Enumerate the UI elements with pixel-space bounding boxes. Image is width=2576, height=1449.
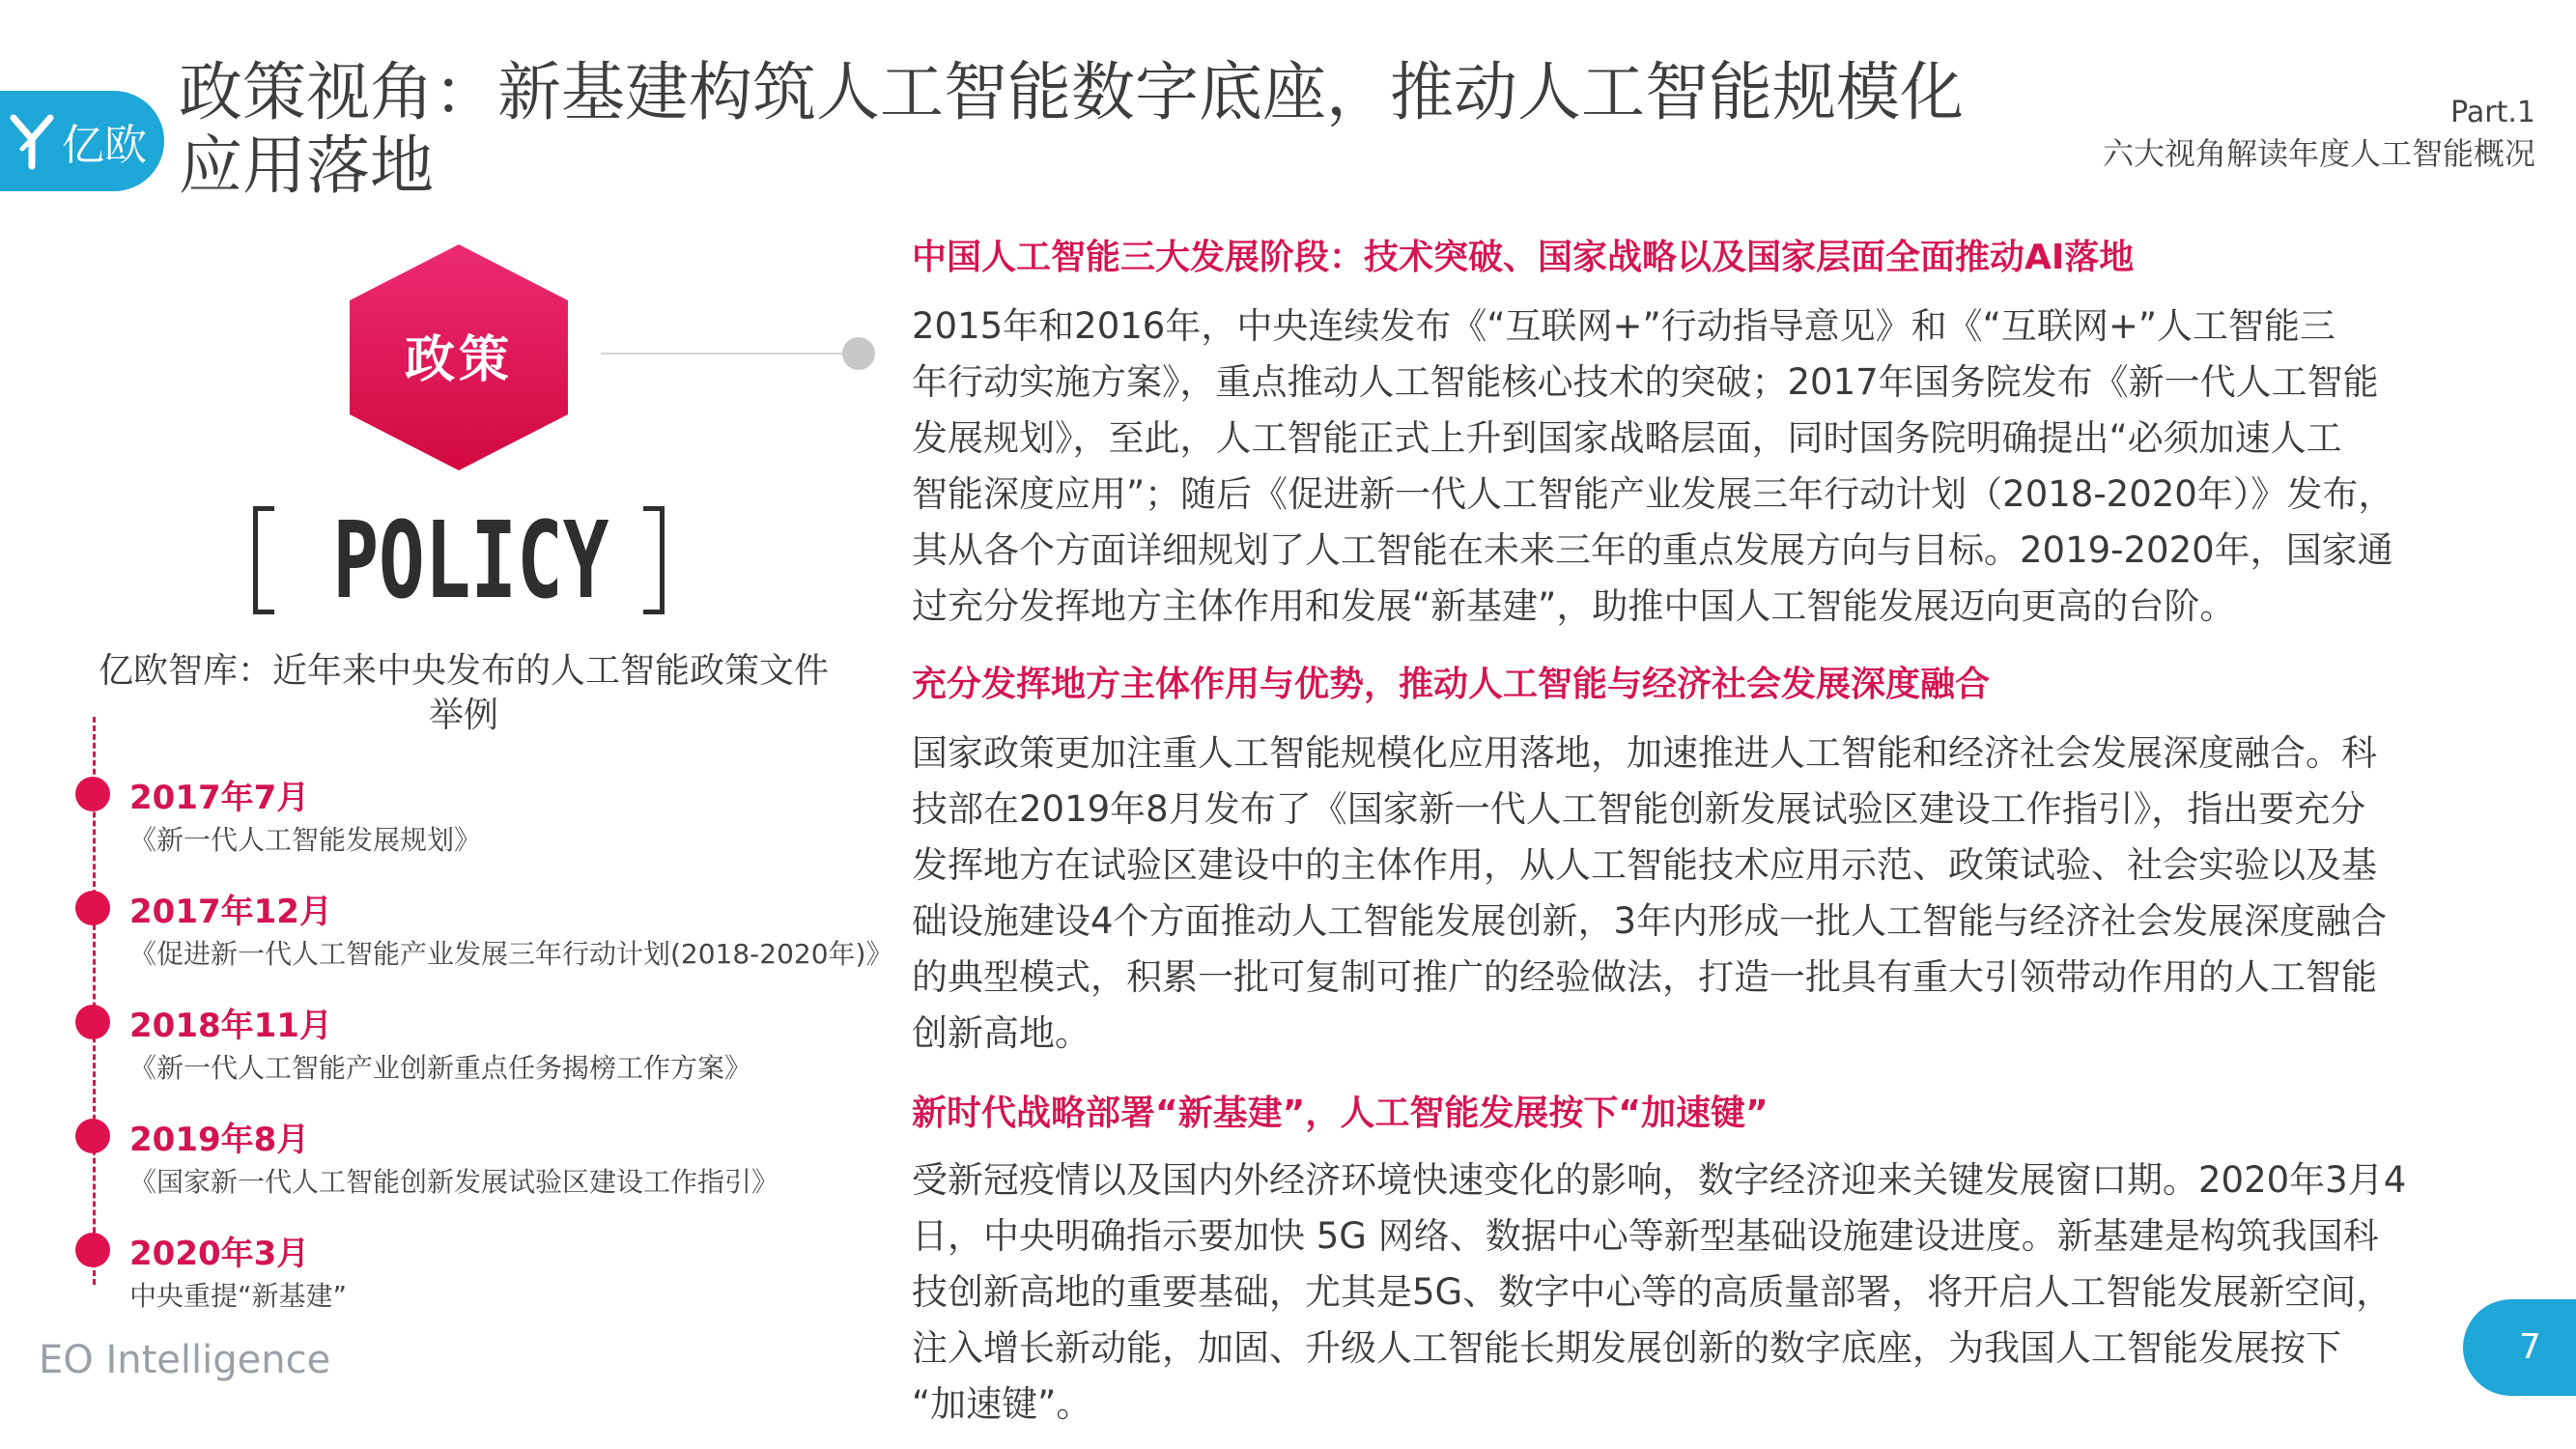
- paragraph-line: 日，中央明确指示要加快 5G 网络、数据中心等新型基础设施建设进度。新基建是构筑我国科: [912, 1215, 2379, 1257]
- timeline-document: 中央重提“新基建”: [129, 1280, 348, 1312]
- timeline-date: 2018年11月: [129, 1007, 332, 1045]
- timeline-date: 2017年7月: [129, 779, 310, 817]
- part-number: Part.1: [2450, 96, 2535, 129]
- policy-badge-label: 政策: [404, 331, 513, 389]
- timeline-date: 2020年3月: [129, 1235, 310, 1273]
- timeline-dot: [75, 891, 110, 925]
- paragraph-line: 2015年和2016年，中央连续发布《“互联网+”行动指导意见》和《“互联网+”人工智能三: [912, 305, 2335, 347]
- timeline-document: 《新一代人工智能发展规划》: [129, 824, 482, 856]
- section-paragraph: [912, 725, 2496, 1062]
- footer-brand: EO Intelligence: [39, 1338, 331, 1382]
- timeline-document: 《促进新一代人工智能产业发展三年行动计划(2018-2020年)》: [129, 938, 893, 970]
- page-title: 政策视角：新基建构筑人工智能数字底座，推动人工智能规模化应用落地: [179, 55, 1964, 203]
- paragraph-line: 技创新高地的重要基础，尤其是5G、数字中心等的高质量部署，将开启人工智能发展新空间，: [912, 1271, 2392, 1313]
- part-subtitle: 六大视角解读年度人工智能概况: [2102, 135, 2535, 172]
- page-number: 7: [2463, 1299, 2576, 1396]
- paragraph-line: 受新冠疫情以及国内外经济环境快速变化的影响，数字经济迎来关键发展窗口期。2020年3月4: [912, 1159, 2407, 1201]
- timeline-dot: [75, 1119, 110, 1153]
- timeline-document: 《国家新一代人工智能创新发展试验区建设工作指引》: [129, 1166, 779, 1198]
- timeline-document: 《新一代人工智能产业创新重点任务揭榜工作方案》: [129, 1052, 752, 1084]
- part-label: [2103, 93, 2535, 174]
- yiou-logo-icon: [8, 110, 56, 172]
- section-paragraph: [912, 1152, 2496, 1433]
- paragraph-line: 年行动实施方案》，重点推动人工智能核心技术的突破；2017年国务院发布《新一代人工智能: [912, 361, 2379, 403]
- section-heading: 充分发挥地方主体作用与优势，推动人工智能与经济社会发展深度融合: [912, 665, 1991, 704]
- right-bracket: [643, 506, 665, 614]
- paragraph-line: “加速键”。: [912, 1383, 1092, 1425]
- connector-dot: [842, 337, 875, 370]
- paragraph-line: 国家政策更加注重人工智能规模化应用落地，加速推进人工智能和经济社会发展深度融合。科: [912, 732, 2377, 774]
- paragraph-line: 创新高地。: [912, 1012, 1090, 1054]
- section-heading: 中国人工智能三大发展阶段：技术突破、国家战略以及国家层面全面推动AI落地: [912, 238, 2135, 277]
- logo-text: 亿欧: [62, 121, 147, 170]
- timeline-date: 2019年8月: [129, 1121, 310, 1159]
- timeline-dot: [75, 777, 110, 811]
- brand-logo: [0, 91, 164, 191]
- timeline-dot: [75, 1005, 110, 1039]
- paragraph-line: 智能深度应用”；随后《促进新一代人工智能产业发展三年行动计划（2018-2020年）》发布，: [912, 473, 2394, 515]
- paragraph-line: 注入增长新动能，加固、升级人工智能长期发展创新的数字底座，为我国人工智能发展按下: [912, 1327, 2341, 1369]
- left-bracket: [253, 506, 274, 614]
- timeline-date: 2017年12月: [129, 893, 332, 931]
- paragraph-line: 技部在2019年8月发布了《国家新一代人工智能创新发展试验区建设工作指引》，指出要充分: [912, 788, 2366, 830]
- paragraph-line: 发挥地方在试验区建设中的主体作用，从人工智能技术应用示范、政策试验、社会实验以及基: [912, 844, 2377, 886]
- connector-line: [601, 353, 842, 355]
- paragraph-line: 过充分发挥地方主体作用和发展“新基建”，助推中国人工智能发展迈向更高的台阶。: [912, 585, 2236, 627]
- section-heading: 新时代战略部署“新基建”，人工智能发展按下“加速键”: [912, 1094, 1769, 1133]
- section-paragraph: [912, 298, 2496, 635]
- paragraph-line: 础设施建设4个方面推动人工智能发展创新，3年内形成一批人工智能与经济社会发展深度融合: [912, 900, 2388, 942]
- timeline-dot: [75, 1233, 110, 1267]
- paragraph-line: 其从各个方面详细规划了人工智能在未来三年的重点发展方向与目标。2019-2020年，国家通: [912, 529, 2393, 571]
- paragraph-line: 的典型模式，积累一批可复制可推广的经验做法，打造一批具有重大引领带动作用的人工智能: [912, 956, 2377, 998]
- timeline-caption: 亿欧智库：近年来中央发布的人工智能政策文件举例: [98, 651, 829, 735]
- paragraph-line: 发展规划》，至此，人工智能正式上升到国家战略层面，同时国务院明确提出“必须加速人工: [912, 417, 2342, 459]
- policy-word: POLICY: [332, 498, 609, 622]
